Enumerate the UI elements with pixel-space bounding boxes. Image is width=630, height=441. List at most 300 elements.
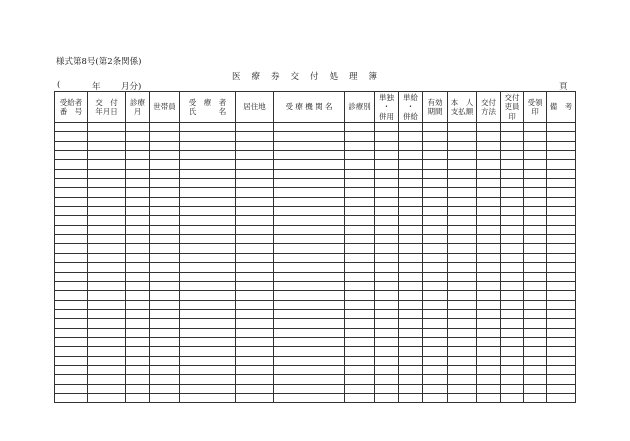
- table-cell-issuer-seal[interactable]: [501, 263, 524, 272]
- table-cell-single-combined[interactable]: [375, 123, 399, 132]
- table-cell-medical-institution[interactable]: [274, 393, 345, 402]
- table-cell-patient-name[interactable]: [180, 375, 236, 384]
- table-cell-issue-method[interactable]: [477, 263, 501, 272]
- table-cell-receipt-seal[interactable]: [524, 356, 547, 365]
- table-cell-issuer-seal[interactable]: [501, 216, 524, 225]
- table-cell-single-combined[interactable]: [375, 216, 399, 225]
- table-cell-receipt-seal[interactable]: [524, 328, 547, 337]
- table-cell-receipt-seal[interactable]: [524, 169, 547, 178]
- table-cell-welfare-officer[interactable]: [150, 356, 180, 365]
- table-cell-valid-period[interactable]: [423, 300, 448, 309]
- table-cell-single-combined[interactable]: [375, 328, 399, 337]
- table-cell-issue-date[interactable]: [88, 365, 126, 374]
- table-cell-receipt-seal[interactable]: [524, 393, 547, 402]
- table-cell-single-combined[interactable]: [375, 179, 399, 188]
- table-cell-single-combined[interactable]: [375, 272, 399, 281]
- table-cell-patient-name[interactable]: [180, 365, 236, 374]
- table-cell-welfare-officer[interactable]: [150, 123, 180, 132]
- table-cell-treatment-month[interactable]: [126, 160, 150, 169]
- table-cell-receipt-seal[interactable]: [524, 132, 547, 141]
- table-cell-single-benefit[interactable]: [399, 179, 423, 188]
- table-cell-issue-date[interactable]: [88, 253, 126, 262]
- table-cell-issue-method[interactable]: [477, 253, 501, 262]
- table-cell-treatment-type[interactable]: [345, 309, 375, 318]
- table-cell-single-combined[interactable]: [375, 384, 399, 393]
- table-cell-residence[interactable]: [236, 328, 274, 337]
- table-cell-issue-date[interactable]: [88, 207, 126, 216]
- table-cell-recipient-no[interactable]: [55, 207, 88, 216]
- table-cell-medical-institution[interactable]: [274, 141, 345, 150]
- table-cell-self-payment[interactable]: [448, 263, 477, 272]
- table-cell-treatment-month[interactable]: [126, 188, 150, 197]
- table-cell-remarks[interactable]: [547, 197, 576, 206]
- table-cell-medical-institution[interactable]: [274, 281, 345, 290]
- table-cell-self-payment[interactable]: [448, 309, 477, 318]
- table-cell-patient-name[interactable]: [180, 197, 236, 206]
- table-cell-residence[interactable]: [236, 365, 274, 374]
- table-cell-welfare-officer[interactable]: [150, 207, 180, 216]
- table-cell-treatment-type[interactable]: [345, 384, 375, 393]
- table-cell-valid-period[interactable]: [423, 347, 448, 356]
- table-cell-treatment-month[interactable]: [126, 281, 150, 290]
- table-cell-patient-name[interactable]: [180, 291, 236, 300]
- table-cell-treatment-type[interactable]: [345, 253, 375, 262]
- table-cell-remarks[interactable]: [547, 188, 576, 197]
- table-cell-valid-period[interactable]: [423, 253, 448, 262]
- table-cell-patient-name[interactable]: [180, 123, 236, 132]
- table-cell-treatment-month[interactable]: [126, 291, 150, 300]
- table-cell-self-payment[interactable]: [448, 384, 477, 393]
- table-cell-recipient-no[interactable]: [55, 263, 88, 272]
- table-cell-remarks[interactable]: [547, 253, 576, 262]
- table-cell-welfare-officer[interactable]: [150, 160, 180, 169]
- table-cell-welfare-officer[interactable]: [150, 225, 180, 234]
- table-cell-receipt-seal[interactable]: [524, 291, 547, 300]
- table-cell-issuer-seal[interactable]: [501, 365, 524, 374]
- table-cell-residence[interactable]: [236, 244, 274, 253]
- table-cell-receipt-seal[interactable]: [524, 253, 547, 262]
- table-cell-issuer-seal[interactable]: [501, 337, 524, 346]
- table-cell-single-benefit[interactable]: [399, 151, 423, 160]
- table-cell-treatment-month[interactable]: [126, 300, 150, 309]
- table-cell-patient-name[interactable]: [180, 347, 236, 356]
- table-cell-medical-institution[interactable]: [274, 123, 345, 132]
- table-cell-self-payment[interactable]: [448, 216, 477, 225]
- table-cell-treatment-type[interactable]: [345, 141, 375, 150]
- table-cell-treatment-type[interactable]: [345, 151, 375, 160]
- table-cell-treatment-type[interactable]: [345, 328, 375, 337]
- table-cell-recipient-no[interactable]: [55, 225, 88, 234]
- table-cell-patient-name[interactable]: [180, 188, 236, 197]
- table-cell-valid-period[interactable]: [423, 179, 448, 188]
- table-cell-treatment-month[interactable]: [126, 123, 150, 132]
- table-cell-issue-method[interactable]: [477, 123, 501, 132]
- table-cell-residence[interactable]: [236, 235, 274, 244]
- table-cell-issue-date[interactable]: [88, 197, 126, 206]
- table-cell-issue-date[interactable]: [88, 328, 126, 337]
- table-cell-welfare-officer[interactable]: [150, 235, 180, 244]
- table-cell-recipient-no[interactable]: [55, 169, 88, 178]
- table-cell-single-benefit[interactable]: [399, 281, 423, 290]
- table-cell-issue-date[interactable]: [88, 375, 126, 384]
- table-cell-issuer-seal[interactable]: [501, 281, 524, 290]
- table-cell-receipt-seal[interactable]: [524, 375, 547, 384]
- table-cell-issue-date[interactable]: [88, 272, 126, 281]
- table-cell-issuer-seal[interactable]: [501, 179, 524, 188]
- table-cell-single-benefit[interactable]: [399, 337, 423, 346]
- table-cell-residence[interactable]: [236, 375, 274, 384]
- table-cell-residence[interactable]: [236, 300, 274, 309]
- table-cell-receipt-seal[interactable]: [524, 300, 547, 309]
- table-cell-receipt-seal[interactable]: [524, 123, 547, 132]
- table-cell-single-combined[interactable]: [375, 319, 399, 328]
- table-cell-patient-name[interactable]: [180, 384, 236, 393]
- table-cell-treatment-month[interactable]: [126, 235, 150, 244]
- table-cell-remarks[interactable]: [547, 179, 576, 188]
- table-cell-issue-date[interactable]: [88, 384, 126, 393]
- table-cell-single-benefit[interactable]: [399, 300, 423, 309]
- table-cell-issue-date[interactable]: [88, 151, 126, 160]
- table-cell-patient-name[interactable]: [180, 179, 236, 188]
- table-cell-self-payment[interactable]: [448, 225, 477, 234]
- table-cell-treatment-type[interactable]: [345, 225, 375, 234]
- table-cell-single-benefit[interactable]: [399, 197, 423, 206]
- table-cell-recipient-no[interactable]: [55, 235, 88, 244]
- table-cell-residence[interactable]: [236, 309, 274, 318]
- table-cell-valid-period[interactable]: [423, 365, 448, 374]
- table-cell-residence[interactable]: [236, 179, 274, 188]
- table-cell-issue-date[interactable]: [88, 160, 126, 169]
- table-cell-valid-period[interactable]: [423, 309, 448, 318]
- table-cell-welfare-officer[interactable]: [150, 393, 180, 402]
- table-cell-treatment-type[interactable]: [345, 319, 375, 328]
- table-cell-self-payment[interactable]: [448, 151, 477, 160]
- table-cell-patient-name[interactable]: [180, 160, 236, 169]
- table-cell-issue-date[interactable]: [88, 393, 126, 402]
- table-cell-medical-institution[interactable]: [274, 300, 345, 309]
- table-cell-valid-period[interactable]: [423, 328, 448, 337]
- table-cell-remarks[interactable]: [547, 356, 576, 365]
- table-cell-medical-institution[interactable]: [274, 244, 345, 253]
- table-cell-treatment-type[interactable]: [345, 244, 375, 253]
- table-cell-issue-method[interactable]: [477, 281, 501, 290]
- table-cell-patient-name[interactable]: [180, 393, 236, 402]
- table-cell-recipient-no[interactable]: [55, 151, 88, 160]
- table-cell-self-payment[interactable]: [448, 197, 477, 206]
- table-cell-residence[interactable]: [236, 151, 274, 160]
- table-cell-patient-name[interactable]: [180, 132, 236, 141]
- table-cell-self-payment[interactable]: [448, 347, 477, 356]
- table-cell-issuer-seal[interactable]: [501, 207, 524, 216]
- table-cell-valid-period[interactable]: [423, 272, 448, 281]
- table-cell-issue-method[interactable]: [477, 319, 501, 328]
- table-cell-medical-institution[interactable]: [274, 375, 345, 384]
- table-cell-treatment-type[interactable]: [345, 132, 375, 141]
- table-cell-single-benefit[interactable]: [399, 263, 423, 272]
- table-cell-single-combined[interactable]: [375, 160, 399, 169]
- table-cell-issuer-seal[interactable]: [501, 132, 524, 141]
- table-cell-residence[interactable]: [236, 393, 274, 402]
- table-cell-medical-institution[interactable]: [274, 235, 345, 244]
- table-cell-recipient-no[interactable]: [55, 123, 88, 132]
- table-cell-issuer-seal[interactable]: [501, 244, 524, 253]
- table-cell-treatment-month[interactable]: [126, 151, 150, 160]
- table-cell-receipt-seal[interactable]: [524, 337, 547, 346]
- table-cell-recipient-no[interactable]: [55, 253, 88, 262]
- table-cell-valid-period[interactable]: [423, 188, 448, 197]
- table-cell-recipient-no[interactable]: [55, 197, 88, 206]
- table-cell-single-combined[interactable]: [375, 281, 399, 290]
- table-cell-treatment-month[interactable]: [126, 356, 150, 365]
- table-cell-medical-institution[interactable]: [274, 328, 345, 337]
- table-cell-issuer-seal[interactable]: [501, 375, 524, 384]
- table-cell-remarks[interactable]: [547, 337, 576, 346]
- table-cell-medical-institution[interactable]: [274, 291, 345, 300]
- table-cell-medical-institution[interactable]: [274, 337, 345, 346]
- table-cell-issue-date[interactable]: [88, 319, 126, 328]
- table-cell-issuer-seal[interactable]: [501, 141, 524, 150]
- table-cell-residence[interactable]: [236, 188, 274, 197]
- table-cell-single-combined[interactable]: [375, 365, 399, 374]
- table-cell-treatment-month[interactable]: [126, 309, 150, 318]
- table-cell-remarks[interactable]: [547, 207, 576, 216]
- table-cell-remarks[interactable]: [547, 281, 576, 290]
- table-cell-recipient-no[interactable]: [55, 179, 88, 188]
- table-cell-issue-date[interactable]: [88, 300, 126, 309]
- table-cell-remarks[interactable]: [547, 225, 576, 234]
- table-cell-issue-date[interactable]: [88, 216, 126, 225]
- table-cell-single-combined[interactable]: [375, 151, 399, 160]
- table-cell-single-benefit[interactable]: [399, 393, 423, 402]
- table-cell-remarks[interactable]: [547, 263, 576, 272]
- table-cell-issue-method[interactable]: [477, 225, 501, 234]
- table-cell-issue-method[interactable]: [477, 141, 501, 150]
- table-cell-residence[interactable]: [236, 216, 274, 225]
- table-cell-issuer-seal[interactable]: [501, 384, 524, 393]
- table-cell-single-combined[interactable]: [375, 207, 399, 216]
- table-cell-welfare-officer[interactable]: [150, 272, 180, 281]
- table-cell-receipt-seal[interactable]: [524, 263, 547, 272]
- table-cell-treatment-month[interactable]: [126, 169, 150, 178]
- table-cell-valid-period[interactable]: [423, 207, 448, 216]
- table-cell-issue-method[interactable]: [477, 216, 501, 225]
- table-cell-patient-name[interactable]: [180, 263, 236, 272]
- table-cell-welfare-officer[interactable]: [150, 244, 180, 253]
- table-cell-issue-method[interactable]: [477, 384, 501, 393]
- table-cell-issue-date[interactable]: [88, 132, 126, 141]
- table-cell-issue-method[interactable]: [477, 365, 501, 374]
- table-cell-issuer-seal[interactable]: [501, 309, 524, 318]
- table-cell-issue-date[interactable]: [88, 309, 126, 318]
- table-cell-issue-date[interactable]: [88, 188, 126, 197]
- table-cell-welfare-officer[interactable]: [150, 188, 180, 197]
- table-cell-valid-period[interactable]: [423, 356, 448, 365]
- table-cell-recipient-no[interactable]: [55, 319, 88, 328]
- table-cell-issue-date[interactable]: [88, 235, 126, 244]
- table-cell-residence[interactable]: [236, 225, 274, 234]
- table-cell-self-payment[interactable]: [448, 291, 477, 300]
- table-cell-self-payment[interactable]: [448, 272, 477, 281]
- table-cell-issuer-seal[interactable]: [501, 393, 524, 402]
- table-cell-valid-period[interactable]: [423, 197, 448, 206]
- table-cell-remarks[interactable]: [547, 328, 576, 337]
- table-cell-issue-method[interactable]: [477, 151, 501, 160]
- table-cell-recipient-no[interactable]: [55, 375, 88, 384]
- table-cell-welfare-officer[interactable]: [150, 141, 180, 150]
- table-cell-patient-name[interactable]: [180, 272, 236, 281]
- table-cell-remarks[interactable]: [547, 291, 576, 300]
- table-cell-issue-method[interactable]: [477, 235, 501, 244]
- table-cell-receipt-seal[interactable]: [524, 179, 547, 188]
- table-cell-remarks[interactable]: [547, 123, 576, 132]
- table-cell-issue-method[interactable]: [477, 393, 501, 402]
- table-cell-issuer-seal[interactable]: [501, 253, 524, 262]
- table-cell-issue-method[interactable]: [477, 300, 501, 309]
- table-cell-welfare-officer[interactable]: [150, 319, 180, 328]
- table-cell-valid-period[interactable]: [423, 235, 448, 244]
- table-cell-patient-name[interactable]: [180, 337, 236, 346]
- table-cell-remarks[interactable]: [547, 244, 576, 253]
- table-cell-valid-period[interactable]: [423, 141, 448, 150]
- table-cell-self-payment[interactable]: [448, 253, 477, 262]
- table-cell-treatment-type[interactable]: [345, 235, 375, 244]
- table-cell-self-payment[interactable]: [448, 188, 477, 197]
- table-cell-treatment-type[interactable]: [345, 216, 375, 225]
- table-cell-single-benefit[interactable]: [399, 375, 423, 384]
- table-cell-recipient-no[interactable]: [55, 337, 88, 346]
- table-cell-single-benefit[interactable]: [399, 272, 423, 281]
- table-cell-issue-date[interactable]: [88, 169, 126, 178]
- table-cell-medical-institution[interactable]: [274, 319, 345, 328]
- table-cell-receipt-seal[interactable]: [524, 384, 547, 393]
- table-cell-issuer-seal[interactable]: [501, 151, 524, 160]
- table-cell-treatment-month[interactable]: [126, 375, 150, 384]
- table-cell-medical-institution[interactable]: [274, 169, 345, 178]
- table-cell-valid-period[interactable]: [423, 375, 448, 384]
- table-cell-single-combined[interactable]: [375, 375, 399, 384]
- table-cell-treatment-type[interactable]: [345, 197, 375, 206]
- table-cell-valid-period[interactable]: [423, 169, 448, 178]
- table-cell-treatment-type[interactable]: [345, 365, 375, 374]
- table-cell-issue-date[interactable]: [88, 291, 126, 300]
- table-cell-issuer-seal[interactable]: [501, 319, 524, 328]
- table-cell-treatment-type[interactable]: [345, 375, 375, 384]
- table-cell-patient-name[interactable]: [180, 319, 236, 328]
- table-cell-remarks[interactable]: [547, 169, 576, 178]
- table-cell-issue-date[interactable]: [88, 337, 126, 346]
- table-cell-receipt-seal[interactable]: [524, 319, 547, 328]
- table-cell-remarks[interactable]: [547, 384, 576, 393]
- table-cell-welfare-officer[interactable]: [150, 197, 180, 206]
- table-cell-residence[interactable]: [236, 160, 274, 169]
- table-cell-treatment-month[interactable]: [126, 179, 150, 188]
- table-cell-remarks[interactable]: [547, 309, 576, 318]
- table-cell-single-combined[interactable]: [375, 309, 399, 318]
- table-cell-receipt-seal[interactable]: [524, 281, 547, 290]
- table-cell-treatment-type[interactable]: [345, 347, 375, 356]
- table-cell-residence[interactable]: [236, 123, 274, 132]
- table-cell-issue-date[interactable]: [88, 123, 126, 132]
- table-cell-residence[interactable]: [236, 132, 274, 141]
- table-cell-issuer-seal[interactable]: [501, 188, 524, 197]
- table-cell-residence[interactable]: [236, 356, 274, 365]
- table-cell-valid-period[interactable]: [423, 123, 448, 132]
- table-cell-recipient-no[interactable]: [55, 328, 88, 337]
- table-cell-welfare-officer[interactable]: [150, 300, 180, 309]
- table-cell-single-combined[interactable]: [375, 132, 399, 141]
- table-cell-issue-method[interactable]: [477, 309, 501, 318]
- table-cell-self-payment[interactable]: [448, 319, 477, 328]
- table-cell-valid-period[interactable]: [423, 151, 448, 160]
- table-cell-patient-name[interactable]: [180, 151, 236, 160]
- table-cell-issue-method[interactable]: [477, 169, 501, 178]
- table-cell-issue-method[interactable]: [477, 197, 501, 206]
- table-cell-single-benefit[interactable]: [399, 235, 423, 244]
- table-cell-treatment-month[interactable]: [126, 337, 150, 346]
- table-cell-patient-name[interactable]: [180, 141, 236, 150]
- table-cell-patient-name[interactable]: [180, 253, 236, 262]
- table-cell-issue-date[interactable]: [88, 141, 126, 150]
- table-cell-single-combined[interactable]: [375, 263, 399, 272]
- table-cell-valid-period[interactable]: [423, 384, 448, 393]
- table-cell-recipient-no[interactable]: [55, 384, 88, 393]
- table-cell-receipt-seal[interactable]: [524, 347, 547, 356]
- table-cell-medical-institution[interactable]: [274, 160, 345, 169]
- table-cell-recipient-no[interactable]: [55, 356, 88, 365]
- table-cell-residence[interactable]: [236, 169, 274, 178]
- table-cell-welfare-officer[interactable]: [150, 328, 180, 337]
- table-cell-recipient-no[interactable]: [55, 291, 88, 300]
- table-cell-issue-method[interactable]: [477, 337, 501, 346]
- table-cell-treatment-type[interactable]: [345, 207, 375, 216]
- table-cell-medical-institution[interactable]: [274, 253, 345, 262]
- table-cell-treatment-type[interactable]: [345, 337, 375, 346]
- table-cell-single-combined[interactable]: [375, 291, 399, 300]
- table-cell-receipt-seal[interactable]: [524, 197, 547, 206]
- table-cell-self-payment[interactable]: [448, 281, 477, 290]
- table-cell-welfare-officer[interactable]: [150, 169, 180, 178]
- table-cell-remarks[interactable]: [547, 151, 576, 160]
- table-cell-treatment-month[interactable]: [126, 393, 150, 402]
- table-cell-issuer-seal[interactable]: [501, 300, 524, 309]
- table-cell-receipt-seal[interactable]: [524, 160, 547, 169]
- table-cell-single-combined[interactable]: [375, 141, 399, 150]
- table-cell-issuer-seal[interactable]: [501, 291, 524, 300]
- table-cell-self-payment[interactable]: [448, 244, 477, 253]
- table-cell-issue-method[interactable]: [477, 132, 501, 141]
- table-cell-issue-method[interactable]: [477, 356, 501, 365]
- table-cell-self-payment[interactable]: [448, 207, 477, 216]
- table-cell-issue-method[interactable]: [477, 207, 501, 216]
- table-cell-single-benefit[interactable]: [399, 291, 423, 300]
- table-cell-medical-institution[interactable]: [274, 347, 345, 356]
- table-cell-remarks[interactable]: [547, 235, 576, 244]
- table-cell-remarks[interactable]: [547, 375, 576, 384]
- table-cell-remarks[interactable]: [547, 216, 576, 225]
- table-cell-recipient-no[interactable]: [55, 281, 88, 290]
- table-cell-valid-period[interactable]: [423, 319, 448, 328]
- table-cell-patient-name[interactable]: [180, 356, 236, 365]
- table-cell-remarks[interactable]: [547, 365, 576, 374]
- table-cell-patient-name[interactable]: [180, 225, 236, 234]
- table-cell-single-combined[interactable]: [375, 225, 399, 234]
- table-cell-valid-period[interactable]: [423, 281, 448, 290]
- table-cell-single-benefit[interactable]: [399, 160, 423, 169]
- table-cell-residence[interactable]: [236, 253, 274, 262]
- table-cell-medical-institution[interactable]: [274, 365, 345, 374]
- table-cell-welfare-officer[interactable]: [150, 216, 180, 225]
- table-cell-treatment-type[interactable]: [345, 281, 375, 290]
